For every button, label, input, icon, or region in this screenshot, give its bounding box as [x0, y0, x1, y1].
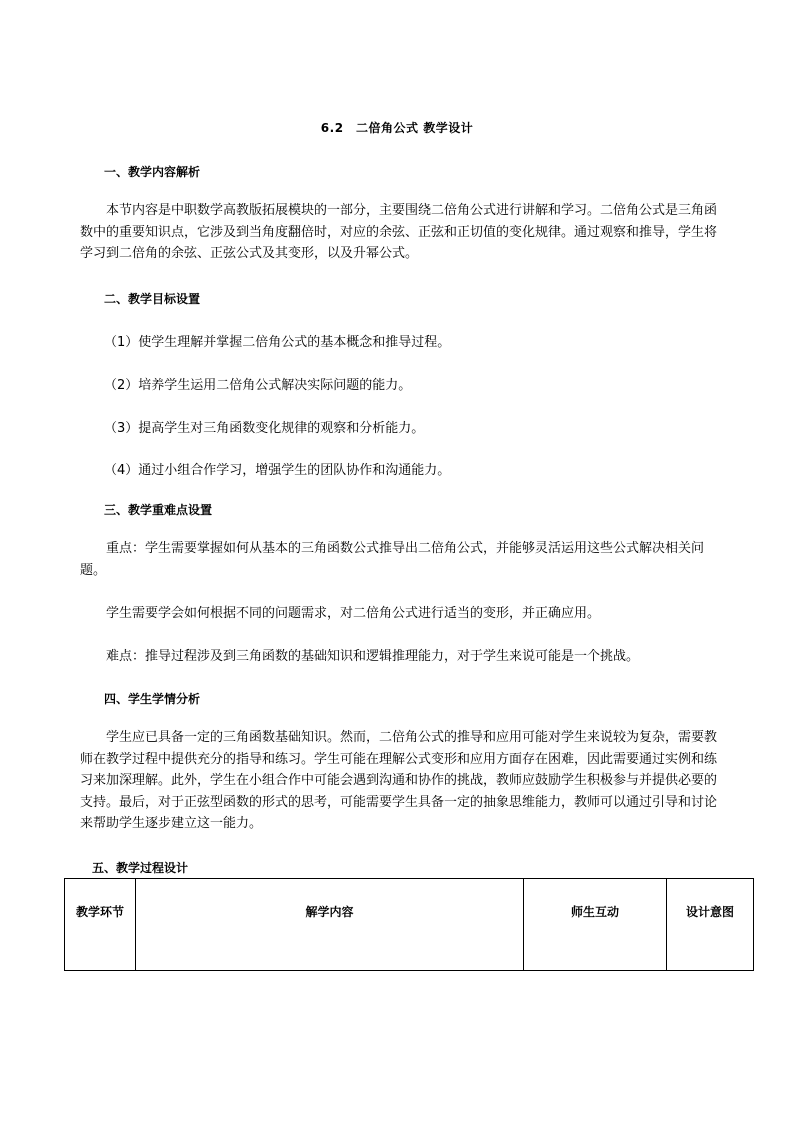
table-header-row: [65, 879, 754, 971]
section-heading-process-design: 五、教学过程设计: [92, 861, 189, 875]
objective-item-2: （2）培养学生运用二倍角公式解决实际问题的能力。: [104, 378, 412, 393]
objective-item-4: （4）通过小组合作学习，增强学生的团队协作和沟通能力。: [104, 463, 451, 478]
paragraph-variation: 学生需要学会如何根据不同的问题需求，对二倍角公式进行适当的变形，并正确应用。: [106, 606, 601, 621]
objective-item-3: （3）提高学生对三角函数变化规律的观察和分析能力。: [104, 421, 425, 436]
table-header-cell: 设计意图: [667, 879, 754, 971]
objective-item-1: （1）使学生理解并掌握二倍角公式的基本概念和推导过程。: [104, 335, 451, 350]
paragraph-key-points: 重点：学生需要掌握如何从基本的三角函数公式推导出二倍角公式，并能够灵活运用这些公式解决相关问题。: [80, 541, 705, 578]
paragraph-content-analysis: 本节内容是中职数学高教版拓展模块的一部分，主要围绕二倍角公式进行讲解和学习。二倍角公式是三角函数中的重要知识点，它涉及到当角度翻倍时，对应的余弦、正弦和正切值的变化规律。通过观察和推导，学生将学习到二倍角的余弦、正弦公式及其变形，以及升幂公式。: [80, 203, 718, 261]
table-header-cell: 教学环节: [65, 879, 136, 971]
paragraph-difficulty: 难点：推导过程涉及到三角函数的基础知识和逻辑推理能力，对于学生来说可能是一个挑战。: [106, 649, 640, 664]
section-heading-objectives: 二、教学目标设置: [104, 292, 201, 306]
paragraph-student-analysis: 学生应已具备一定的三角函数基础知识。然而，二倍角公式的推导和应用可能对学生来说较为复杂，需要教师在教学过程中提供充分的指导和练习。学生可能在理解公式变形和应用方面存在困难，因此需要通过实例和练习来加深理解。此外，学生在小组合作中可能会遇到沟通和协作的挑战，教师应鼓励学生积极参与并提供必要的支持。最后，对于正弦型函数的形式的思考，可能需要学生具备一定的抽象思维能力，教师可以通过引导和讨论来帮助学生逐步建立这一能力。: [80, 730, 718, 831]
section-heading-key-difficult: 三、教学重难点设置: [104, 503, 213, 517]
table-header-cell: 师生互动: [524, 879, 667, 971]
process-design-table: [64, 878, 754, 971]
document-title: 6.2 二倍角公式 教学设计: [320, 121, 474, 135]
section-heading-student-analysis: 四、学生学情分析: [104, 692, 201, 706]
section-heading-content-analysis: 一、教学内容解析: [104, 165, 201, 179]
table-header-cell: 解学内容: [136, 879, 524, 971]
